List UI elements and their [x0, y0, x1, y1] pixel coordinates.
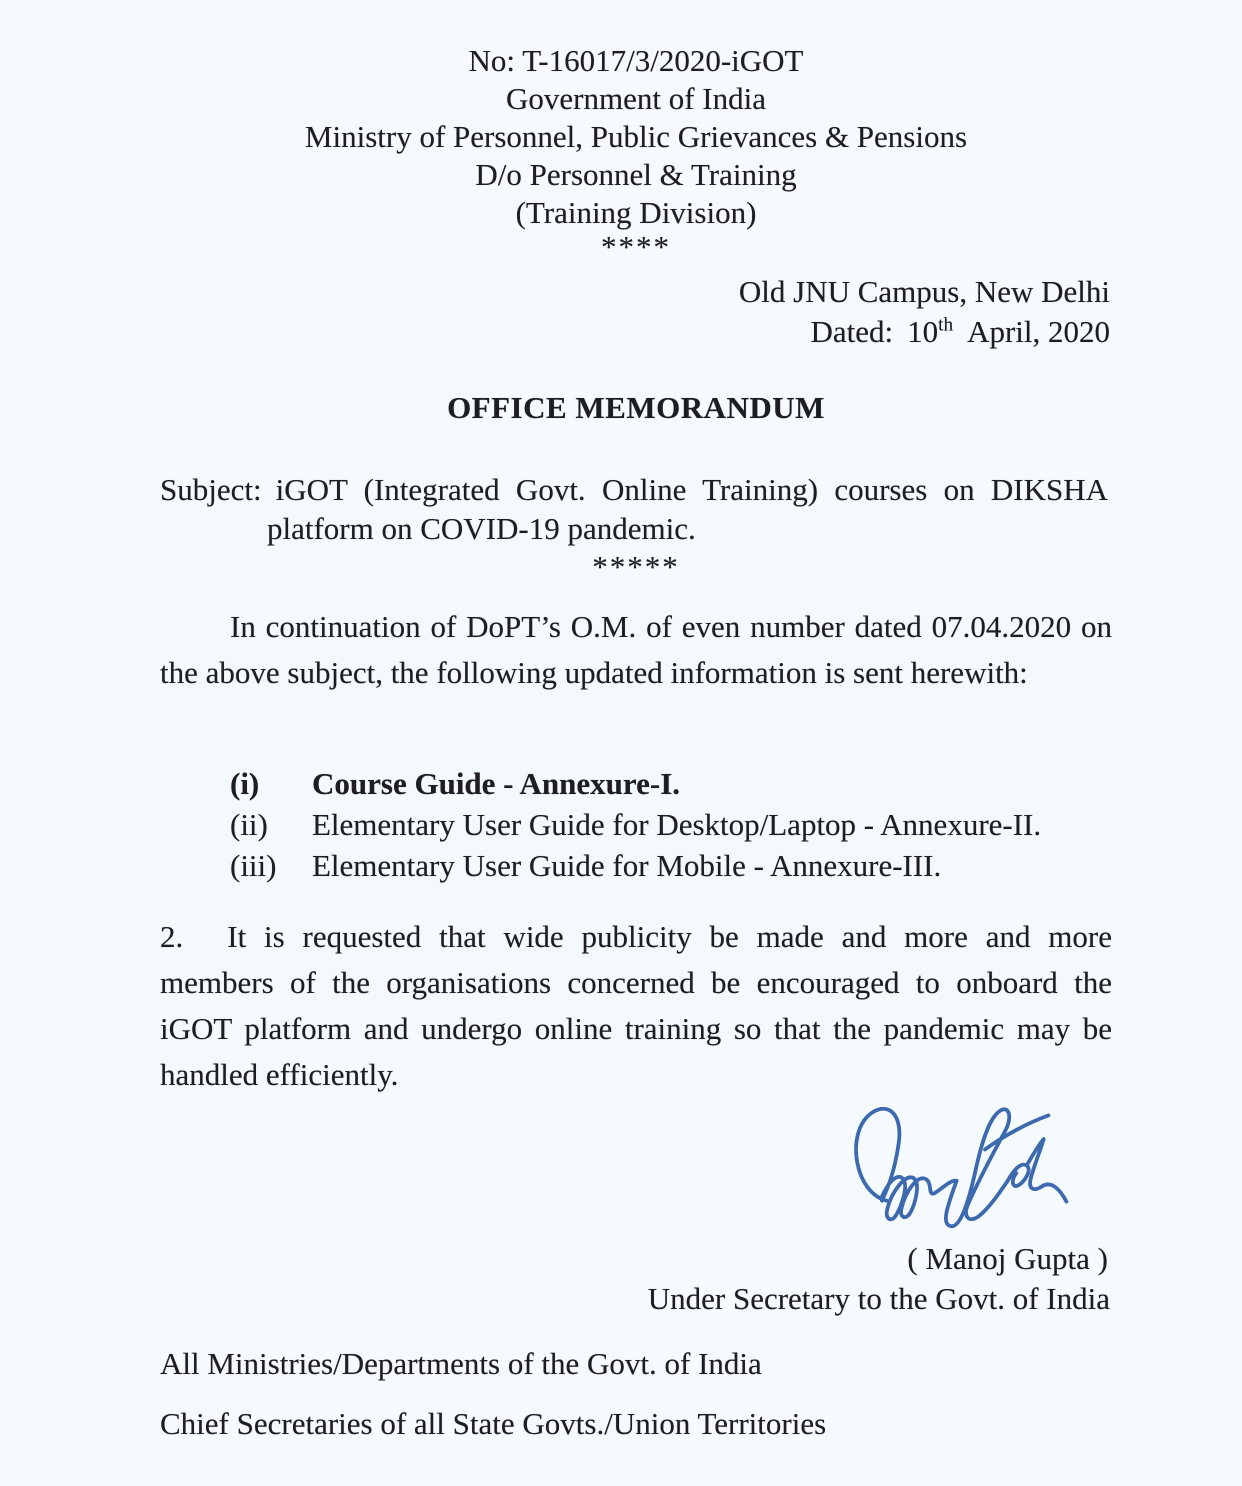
- place-line: Old JNU Campus, New Delhi: [738, 274, 1110, 309]
- list-item-number: (iii): [230, 848, 277, 883]
- paragraph-2-text: It is requested that wide publicity be made and more and more members of the organisations concerned be encouraged to onboard the iGOT platform and undergo online training so that the pandemic may be handled efficiently.: [160, 919, 1112, 1092]
- signatory-designation: Under Secretary to the Govt. of India: [647, 1281, 1110, 1316]
- list-item-text: Elementary User Guide for Desktop/Laptop - Annexure-II.: [312, 807, 1042, 842]
- addressee-list: [160, 1346, 1112, 1442]
- separator-stars: ****: [601, 229, 671, 264]
- signoff-block: [160, 1087, 1112, 1319]
- dateline: [160, 272, 1112, 352]
- list-item-text: Elementary User Guide for Mobile - Annexure-III.: [312, 848, 942, 883]
- reference-number: No: T-16017/3/2020-iGOT: [468, 43, 804, 78]
- paragraph-1: In continuation of DoPT’s O.M. of even number dated 07.04.2020 on the above subject, the following updated information is sent herewith:: [160, 609, 1112, 690]
- annexure-list: [230, 763, 1112, 886]
- addressee-line: Chief Secretaries of all State Govts./Union Territories: [160, 1406, 827, 1441]
- date-ordinal: th: [938, 314, 954, 336]
- subject-text: iGOT (Integrated Govt. Online Training) courses on DIKSHA platform on COVID-19 pandemic.: [267, 472, 1108, 546]
- subject-separator-stars: *****: [592, 549, 680, 584]
- date-line: [160, 312, 1110, 352]
- list-item-number: (ii): [230, 807, 268, 842]
- paragraph-2-number: 2.: [160, 919, 184, 954]
- ministry-name: Ministry of Personnel, Public Grievances & Pensions: [304, 119, 968, 154]
- list-item-text: Course Guide - Annexure-I.: [312, 766, 681, 801]
- paragraph-2: [160, 914, 1112, 1098]
- subject-block: [160, 470, 1108, 548]
- date-day: 10: [907, 314, 939, 349]
- department-name: D/o Personnel & Training: [475, 157, 797, 192]
- signatory-name: ( Manoj Gupta ): [907, 1241, 1108, 1276]
- date-rest: April, 2020: [967, 314, 1110, 349]
- list-item: [230, 763, 1112, 804]
- memo-title: OFFICE MEMORANDUM: [447, 390, 825, 425]
- handwritten-signature-icon: [816, 1087, 1084, 1239]
- addressee-line: All Ministries/Departments of the Govt. of India: [160, 1346, 762, 1381]
- org-name: Government of India: [506, 81, 766, 116]
- list-item: [230, 845, 1112, 886]
- list-item-number: (i): [230, 766, 260, 801]
- subject-label: Subject:: [160, 472, 262, 507]
- date-label: Dated:: [810, 314, 894, 349]
- list-item: [230, 804, 1112, 845]
- letterhead: [160, 42, 1112, 262]
- division-name: (Training Division): [515, 195, 757, 230]
